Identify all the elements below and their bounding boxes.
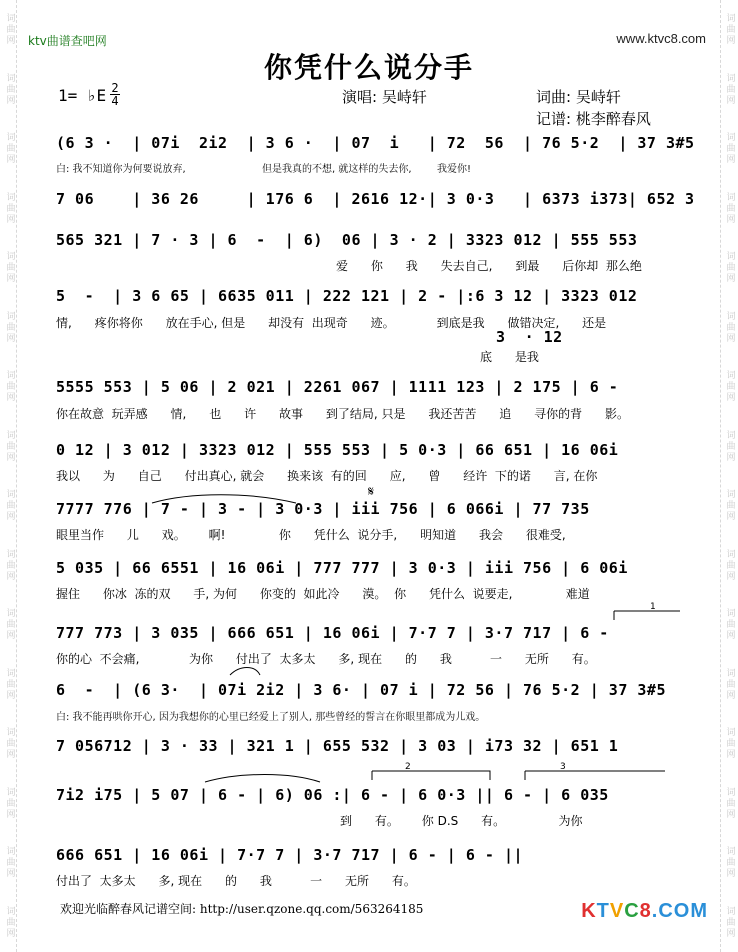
footer-note: 欢迎光临醉春风记谱空间: http://user.qzone.qq.com/563264185 <box>60 902 424 916</box>
watermark-text: 词曲网 <box>724 786 735 820</box>
score-line-13: 666 651 | 16 06i | 7·7 7 | 3·7 717 | 6 - | 6 - || <box>56 846 524 864</box>
score-line-9: 777 773 | 3 035 | 666 651 | 16 06i | 7·7 7 | 3·7 717 | 6 - <box>56 624 609 642</box>
lyric-line-5: 你在故意 玩弄感 情, 也 许 故事 到了结局, 只是 我还苦苦 追 寻你的背 影。 <box>56 407 630 421</box>
score-line-8: 5 035 | 66 6551 | 16 06i | 777 777 | 3 0·3 | iii 756 | 6 06i <box>56 559 628 577</box>
ktvc8-logo: KTVC8.COM <box>581 900 708 922</box>
meter-bottom: 4 <box>111 94 119 108</box>
volta-number-1: 1 <box>650 602 656 612</box>
watermark-text: 词曲网 <box>724 370 735 404</box>
watermark-text: 词曲网 <box>4 310 15 344</box>
volta-bracket-2 <box>372 771 490 780</box>
lyric-line-3: 爱 你 我 失去自己, 到最 后你却 那么绝 <box>336 259 642 273</box>
key-signature: 1= ♭E <box>58 86 107 105</box>
score-line-2: 7 06 | 36 26 | 176 6 | 2616 12·| 3 0·3 | 6373 i373| 652 3 <box>56 190 695 208</box>
meter-top: 2 <box>111 81 119 95</box>
tie-arc <box>205 775 320 783</box>
watermark-text: 词曲网 <box>4 667 15 701</box>
watermark-text: 词曲网 <box>4 191 15 225</box>
score-line-4: 5 - | 3 6 65 | 6635 011 | 222 121 | 2 - |:6 3 12 | 3323 012 <box>56 287 638 305</box>
lyric-line-12: 到 有。 你 D.S 有。 为你 <box>340 814 583 828</box>
tie-arc <box>230 668 260 676</box>
volta-number-2: 2 <box>405 762 411 772</box>
tie-arc <box>152 495 296 503</box>
watermark-text: 词曲网 <box>724 667 735 701</box>
watermark-text: 词曲网 <box>4 251 15 285</box>
watermark-text: 词曲网 <box>724 251 735 285</box>
score-line-1: (6 3 · | 07i 2i2 | 3 6 · | 07 i | 72 56 | 76 5·2 | 37 3#5 <box>56 134 695 152</box>
watermark-text: 词曲网 <box>724 429 735 463</box>
lyric-line-4: 情, 疼你将你 放在手心, 但是 却没有 出现奇 迹。 到底是我 做错决定, 还是 <box>56 316 607 330</box>
watermark-text: 词曲网 <box>724 608 735 642</box>
watermark-text: 词曲网 <box>724 548 735 582</box>
alt-notes: 3 · 12 <box>496 328 563 346</box>
score-line-7: 7777 776 | 7 - | 3 - | 3 0·3 | iii 756 | 6 066i | 77 735 <box>56 500 590 518</box>
watermark-text: 词曲网 <box>724 905 735 939</box>
watermark-text: 词曲网 <box>4 13 15 47</box>
volta-number-3: 3 <box>560 762 566 772</box>
site-url: www.ktvc8.com <box>616 31 706 46</box>
watermark-text: 词曲网 <box>724 310 735 344</box>
notator-credit: 记谱: 桃李醉春风 <box>536 110 651 128</box>
watermark-text: 词曲网 <box>724 132 735 166</box>
watermark-text: 词曲网 <box>4 132 15 166</box>
score-line-11: 7 056712 | 3 · 33 | 321 1 | 655 532 | 3 03 | i73 32 | 651 1 <box>56 737 619 755</box>
watermark-text: 词曲网 <box>4 608 15 642</box>
watermark-text: 词曲网 <box>4 905 15 939</box>
brand-text: ktv曲谱查吧网 <box>28 34 107 48</box>
score-line-10: 6 - | (6 3· | 07i 2i2 | 3 6· | 07 i | 72 56 | 76 5·2 | 37 3#5 <box>56 681 666 699</box>
watermark-text: 词曲网 <box>724 727 735 761</box>
singer-credit: 演唱: 吴峙轩 <box>342 88 427 106</box>
watermark-text: 词曲网 <box>4 846 15 880</box>
watermark-text: 词曲网 <box>724 191 735 225</box>
spoken-line-1: 白: 我不知道你为何要说放弃, 但是我真的不想, 就这样的失去你, 我爱你! <box>56 164 471 175</box>
watermark-text: 词曲网 <box>724 13 735 47</box>
lyric-line-4b: 底 是我 <box>480 350 539 364</box>
watermark-text: 词曲网 <box>4 489 15 523</box>
score-line-6: 0 12 | 3 012 | 3323 012 | 555 553 | 5 0·3 | 66 651 | 16 06i <box>56 441 619 459</box>
lyric-line-6: 我以 为 自己 付出真心, 就会 换来该 有的回 应, 曾 经许 下的诺 言, 在你 <box>56 469 598 483</box>
composer-credit: 词曲: 吴峙轩 <box>536 88 621 106</box>
watermark-text: 词曲网 <box>4 429 15 463</box>
watermark-text: 词曲网 <box>4 786 15 820</box>
watermark-text: 词曲网 <box>4 370 15 404</box>
segno-sign: 𝄋 <box>368 484 375 500</box>
watermark-text: 词曲网 <box>4 727 15 761</box>
lyric-line-8: 握住 你冰 冻的双 手, 为何 你变的 如此冷 漠。 你 凭什么 说要走, 难道 <box>56 587 590 601</box>
watermark-text: 词曲网 <box>724 846 735 880</box>
spoken-line-2: 白: 我不能再哄你开心, 因为我想你的心里已经爱上了别人, 那些曾经的誓言在你眼里都成为儿戏。 <box>56 712 486 723</box>
watermark-text: 词曲网 <box>4 548 15 582</box>
lyric-line-9: 你的心 不会痛, 为你 付出了 太多太 多, 现在 的 我 一 无所 有。 <box>56 652 596 666</box>
watermark-text: 词曲网 <box>724 72 735 106</box>
watermark-text: 词曲网 <box>4 72 15 106</box>
lyric-line-13: 付出了 太多太 多, 现在 的 我 一 无所 有。 <box>56 874 416 888</box>
watermark-text: 词曲网 <box>724 489 735 523</box>
song-title: 你凭什么说分手 <box>263 51 474 84</box>
score-line-5: 5555 553 | 5 06 | 2 021 | 2261 067 | 1111 123 | 2 175 | 6 - <box>56 378 619 396</box>
score-line-3: 565 321 | 7 · 3 | 6 - | 6) 06 | 3 · 2 | 3323 012 | 555 553 <box>56 231 638 249</box>
score-line-12: 7i2 i75 | 5 07 | 6 - | 6) 06 :| 6 - | 6 0·3 || 6 - | 6 035 <box>56 786 609 804</box>
lyric-line-7: 眼里当作 儿 戏。 啊! 你 凭什么 说分手, 明知道 我会 很难受, <box>56 528 566 542</box>
